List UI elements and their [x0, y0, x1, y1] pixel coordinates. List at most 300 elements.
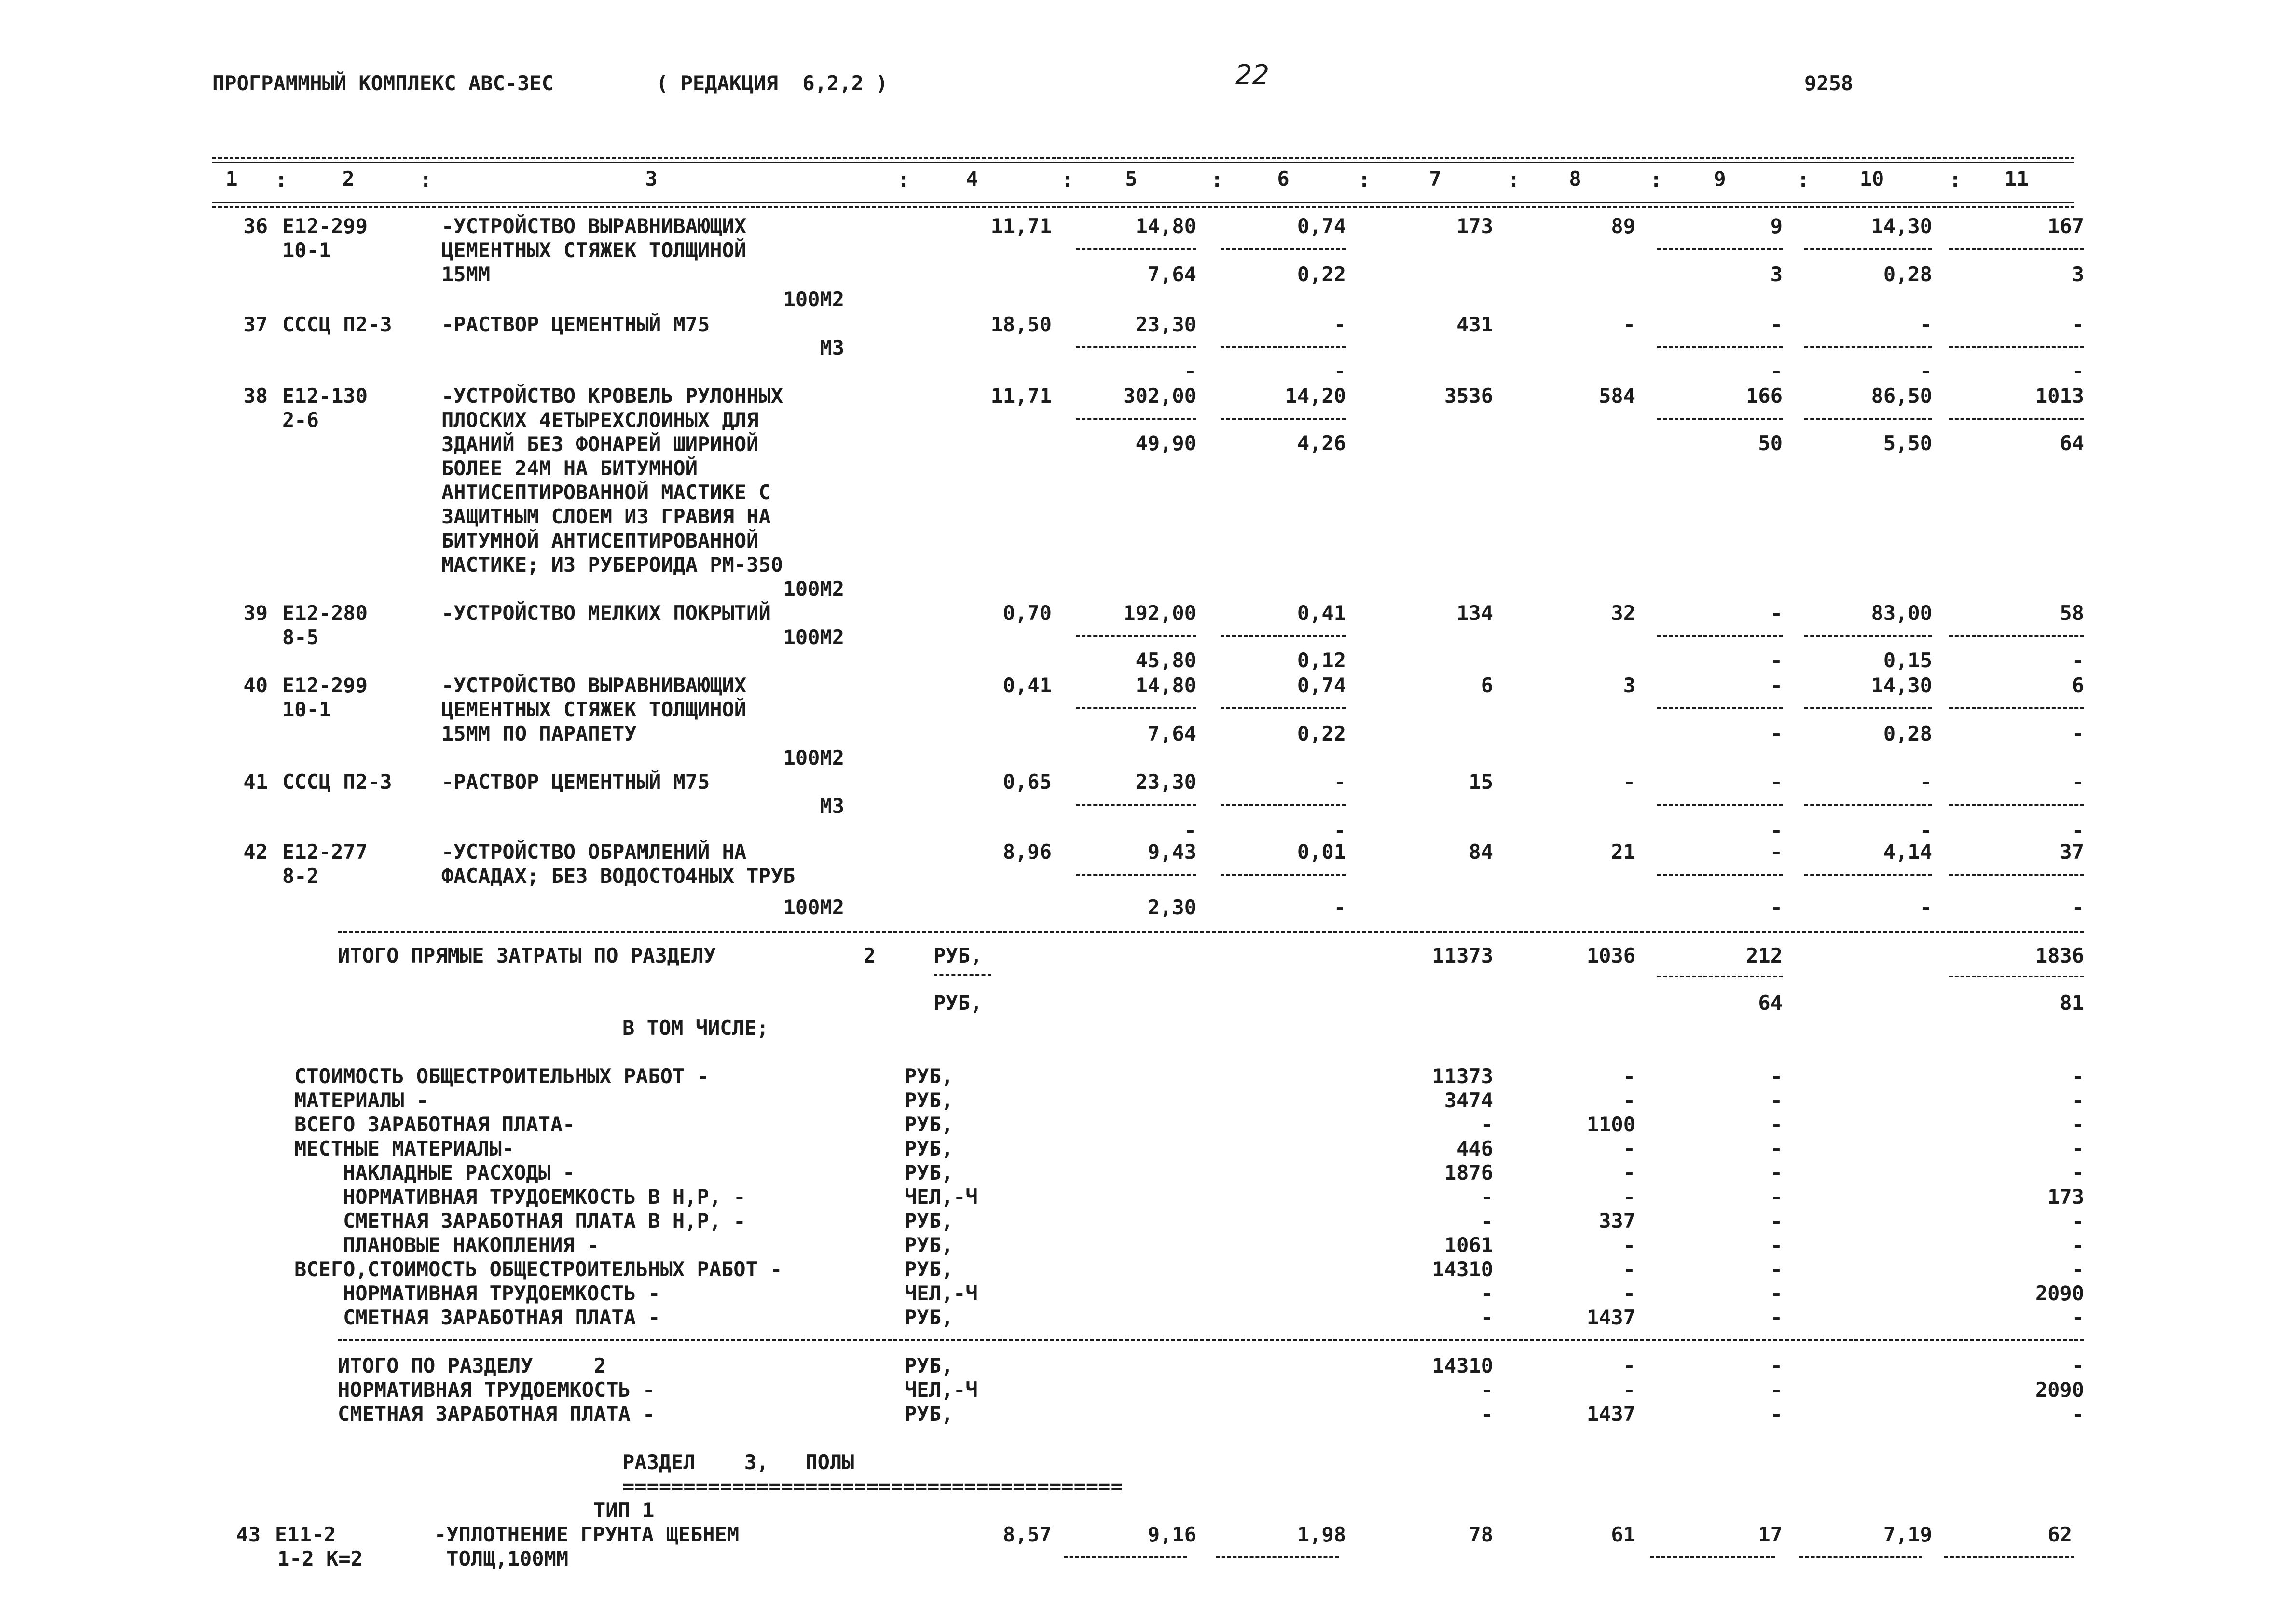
- value-col4: 0,70: [1002, 601, 1052, 625]
- row-code: СССЦ П2-3: [282, 770, 392, 794]
- section-total-unit: РУБ,: [905, 1402, 954, 1426]
- value-underline: [1076, 707, 1196, 709]
- value-c11-second: 64: [2059, 431, 2084, 455]
- row-description: -УСТРОЙСТВО МЕЛКИХ ПОКРЫТИЙ: [441, 601, 771, 625]
- row-description: -РАСТВОР ЦЕМЕНТНЫЙ М75: [441, 770, 710, 794]
- value-underline: [1657, 248, 1783, 250]
- breakdown-label: СМЕТНАЯ ЗАРАБОТНАЯ ПЛАТА В Н,Р, -: [294, 1209, 746, 1233]
- value-c9: -: [1770, 674, 1783, 697]
- row-code: Е12-299: [282, 214, 368, 238]
- breakdown-col7: -: [1481, 1209, 1493, 1233]
- value-c10-second: -: [1920, 818, 1932, 842]
- value-c8: 89: [1611, 214, 1635, 238]
- value-c9: -: [1770, 313, 1783, 336]
- breakdown-unit: РУБ,: [905, 1257, 954, 1281]
- row-code: Е12-130: [282, 384, 368, 408]
- value-c10-second: 0,28: [1883, 262, 1932, 286]
- row-number: 40: [243, 674, 268, 697]
- value-c10-second: -: [1920, 895, 1932, 919]
- breakdown-col11: -: [2072, 1209, 2084, 1233]
- totals-section: 2: [863, 944, 876, 967]
- breakdown-col7: 446: [1456, 1137, 1493, 1160]
- row-code: 10-1: [282, 238, 331, 262]
- section-total-unit: РУБ,: [905, 1354, 954, 1377]
- breakdown-col8: -: [1623, 1064, 1635, 1088]
- breakdown-col11: -: [2072, 1088, 2084, 1112]
- section-title: РАЗДЕЛ 3, ПОЛЫ: [622, 1450, 854, 1474]
- column-separator: :: [420, 168, 432, 192]
- value-col4: 0,41: [1002, 674, 1052, 697]
- breakdown-col9: -: [1770, 1233, 1783, 1257]
- column-header-7: 7: [1429, 167, 1442, 191]
- unit-underline: [934, 974, 991, 976]
- value-c8: 21: [1611, 840, 1635, 864]
- value-underline: [1804, 346, 1932, 348]
- row-code: 1-2 К=2: [277, 1547, 363, 1570]
- value-underline: [1804, 804, 1932, 806]
- value-c6: -: [1333, 770, 1346, 794]
- breakdown-col7: 3474: [1444, 1088, 1493, 1112]
- row-description: -УСТРОЙСТВО ОБРАМЛЕНИЙ НА: [441, 840, 747, 864]
- value-c6: 0,01: [1297, 840, 1346, 864]
- breakdown-unit: РУБ,: [905, 1137, 954, 1160]
- value-underline: [1076, 418, 1196, 420]
- breakdown-unit: РУБ,: [905, 1209, 954, 1233]
- header-bottom-rule: [212, 202, 2074, 203]
- value-c8: -: [1623, 313, 1635, 336]
- value-c10: 83,00: [1871, 601, 1932, 625]
- row-unit: М3: [820, 794, 844, 818]
- row-description: ПЛОСКИХ 4ЕТЫРЕХСЛОИНЫХ ДЛЯ: [441, 408, 759, 432]
- breakdown-label: ПЛАНОВЫЕ НАКОПЛЕНИЯ -: [294, 1233, 600, 1257]
- breakdown-col9: -: [1770, 1306, 1783, 1329]
- value-underline: [1076, 346, 1196, 348]
- column-header-10: 10: [1859, 167, 1884, 191]
- value-c10-second: 0,28: [1883, 722, 1932, 745]
- row-unit: 100М2: [783, 288, 844, 311]
- value-c11: 6: [2072, 674, 2084, 697]
- value-underline: [1949, 874, 2084, 876]
- section-total-col11: 2090: [2035, 1378, 2084, 1402]
- column-separator: :: [275, 168, 288, 192]
- row-number: 39: [243, 601, 268, 625]
- value-c7: 78: [1469, 1523, 1493, 1546]
- value-c9-second: -: [1770, 359, 1783, 383]
- value-col4: 8,96: [1002, 840, 1052, 864]
- value-underline: [1799, 1556, 1922, 1558]
- value-c8: 32: [1611, 601, 1635, 625]
- value-underline: [1949, 248, 2084, 250]
- breakdown-unit: РУБ,: [905, 1306, 954, 1329]
- value-c9-second: 50: [1758, 431, 1783, 455]
- value-c7: 15: [1469, 770, 1493, 794]
- value-underline: [1221, 635, 1346, 637]
- value-underline: [1650, 1556, 1775, 1558]
- value-underline: [1657, 804, 1783, 806]
- totals-top-rule: [338, 931, 2084, 933]
- breakdown-col11: -: [2072, 1137, 2084, 1160]
- value-c11: 1013: [2035, 384, 2084, 408]
- row-unit: 100М2: [783, 625, 844, 649]
- row-description: МАСТИКЕ; ИЗ РУБЕРОИДА РМ-350: [441, 553, 783, 577]
- column-header-1: 1: [225, 167, 238, 191]
- totals-label: ИТОГО ПРЯМЫЕ ЗАТРАТЫ ПО РАЗДЕЛУ: [338, 944, 716, 967]
- totals-underline: [1949, 976, 2084, 977]
- section-total-label: НОРМАТИВНАЯ ТРУДОЕМКОСТЬ -: [338, 1378, 655, 1402]
- breakdown-label: МЕСТНЫЕ МАТЕРИАЛЫ-: [294, 1137, 514, 1160]
- value-c11: -: [2072, 770, 2084, 794]
- breakdown-label: МАТЕРИАЛЫ -: [294, 1088, 429, 1112]
- row-description: -УСТРОЙСТВО КРОВЕЛЬ РУЛОННЫХ: [441, 384, 783, 408]
- breakdown-col9: -: [1770, 1113, 1783, 1136]
- row-unit: 100М2: [783, 895, 844, 919]
- value-c5: 9,16: [1147, 1523, 1196, 1546]
- row-description: ЦЕМЕНТНЫХ СТЯЖЕК ТОЛЩИНОЙ: [441, 698, 747, 721]
- section-total-col7: -: [1481, 1402, 1493, 1426]
- row-description: ЗДАНИЙ БЕЗ ФОНАРЕЙ ШИРИНОЙ: [441, 432, 759, 456]
- value-underline: [1657, 418, 1783, 420]
- value-c9: 17: [1758, 1523, 1783, 1546]
- breakdown-unit: ЧЕЛ,-Ч: [905, 1281, 978, 1305]
- value-c6: 14,20: [1285, 384, 1346, 408]
- value-c11-second: -: [2072, 722, 2084, 745]
- value-c11-second: 3: [2072, 262, 2084, 286]
- section-total-col11: -: [2072, 1402, 2084, 1426]
- value-c4: 8,57: [1002, 1523, 1052, 1546]
- row-description: -УПЛОТНЕНИЕ ГРУНТА ЩЕБНЕМ: [434, 1523, 740, 1546]
- value-c6-second: 4,26: [1297, 431, 1346, 455]
- row-code: 8-5: [282, 625, 319, 649]
- value-c9-second: -: [1770, 722, 1783, 745]
- breakdown-col7: 14310: [1432, 1257, 1493, 1281]
- section-total-col7: 14310: [1432, 1354, 1493, 1377]
- value-underline: [1657, 874, 1783, 876]
- breakdown-col7: -: [1481, 1306, 1493, 1329]
- breakdown-unit: РУБ,: [905, 1088, 954, 1112]
- value-underline: [1076, 635, 1196, 637]
- value-col4: 0,65: [1002, 770, 1052, 794]
- section-total-rule: [338, 1339, 2084, 1341]
- value-col4: 11,71: [990, 214, 1052, 238]
- breakdown-col7: 1876: [1444, 1161, 1493, 1184]
- breakdown-col9: -: [1770, 1088, 1783, 1112]
- breakdown-col11: -: [2072, 1257, 2084, 1281]
- value-underline: [1657, 707, 1783, 709]
- value-col4: 18,50: [990, 313, 1052, 336]
- row-code: СССЦ П2-3: [282, 313, 392, 336]
- totals-underline: [1657, 976, 1783, 977]
- program-title: ПРОГРАММНЫЙ КОМПЛЕКС АВС-3ЕС: [212, 71, 554, 95]
- value-c6-second: 0,22: [1297, 722, 1346, 745]
- value-c10-second: 0,15: [1883, 648, 1932, 672]
- value-underline: [1221, 346, 1346, 348]
- row-number: 42: [243, 840, 268, 864]
- section-type: ТИП 1: [593, 1499, 655, 1522]
- column-separator: :: [1650, 168, 1662, 192]
- column-header-5: 5: [1125, 167, 1138, 191]
- value-c6-second: 0,22: [1297, 262, 1346, 286]
- breakdown-col11: -: [2072, 1161, 2084, 1184]
- row-code: 2-6: [282, 408, 319, 432]
- value-underline: [1216, 1556, 1339, 1558]
- column-header-11: 11: [2004, 167, 2029, 191]
- value-c10: -: [1920, 313, 1932, 336]
- value-c10: 86,50: [1871, 384, 1932, 408]
- value-c10: 14,30: [1871, 674, 1932, 697]
- breakdown-col8: 1437: [1586, 1306, 1635, 1329]
- breakdown-label: СТОИМОСТЬ ОБЩЕСТРОИТЕЛЬНЫХ РАБОТ -: [294, 1064, 709, 1088]
- value-c6: 0,74: [1297, 674, 1346, 697]
- value-c8: 3: [1623, 674, 1635, 697]
- breakdown-col8: -: [1623, 1257, 1635, 1281]
- value-c10: -: [1920, 770, 1932, 794]
- value-underline: [1221, 874, 1346, 876]
- row-unit: 100М2: [783, 746, 844, 770]
- column-header-3: 3: [645, 167, 658, 191]
- row-description: ТОЛЩ,100ММ: [434, 1547, 569, 1570]
- value-c6-second: -: [1333, 818, 1346, 842]
- breakdown-unit: РУБ,: [905, 1113, 954, 1136]
- header-bottom-rule-dashed: [212, 206, 2074, 208]
- value-c9: 9: [1770, 214, 1783, 238]
- breakdown-unit: РУБ,: [905, 1064, 954, 1088]
- totals-col11-second: 81: [2059, 991, 2084, 1015]
- row-code: Е12-299: [282, 674, 368, 697]
- section-total-col8: 1437: [1586, 1402, 1635, 1426]
- value-underline: [1949, 804, 2084, 806]
- breakdown-unit: ЧЕЛ,-Ч: [905, 1185, 978, 1209]
- document-number: 9258: [1804, 71, 1853, 95]
- value-c9: -: [1770, 770, 1783, 794]
- value-c9-second: -: [1770, 818, 1783, 842]
- breakdown-col11: -: [2072, 1064, 2084, 1088]
- section-total-col9: -: [1770, 1354, 1783, 1377]
- including-label: В ТОМ ЧИСЛЕ;: [622, 1016, 769, 1040]
- value-c8: 584: [1599, 384, 1635, 408]
- value-c10-second: -: [1920, 359, 1932, 383]
- breakdown-col7: -: [1481, 1281, 1493, 1305]
- row-number: 37: [243, 313, 268, 336]
- value-underline: [1076, 804, 1196, 806]
- column-separator: :: [1061, 168, 1074, 192]
- value-c8: -: [1623, 770, 1635, 794]
- value-col4: 11,71: [990, 384, 1052, 408]
- value-underline: [1804, 707, 1932, 709]
- section-total-label: ИТОГО ПО РАЗДЕЛУ 2: [338, 1354, 606, 1377]
- page-number: 22: [1235, 59, 1270, 91]
- value-c5: 9,43: [1147, 840, 1196, 864]
- breakdown-label: НОРМАТИВНАЯ ТРУДОЕМКОСТЬ В Н,Р, -: [294, 1185, 746, 1209]
- section-total-col11: -: [2072, 1354, 2084, 1377]
- row-code: Е12-280: [282, 601, 368, 625]
- breakdown-col11: 173: [2047, 1185, 2084, 1209]
- row-unit: М3: [820, 336, 844, 359]
- value-c10: 4,14: [1883, 840, 1932, 864]
- breakdown-col8: -: [1623, 1233, 1635, 1257]
- breakdown-col8: 337: [1599, 1209, 1635, 1233]
- breakdown-col9: -: [1770, 1281, 1783, 1305]
- row-number: 41: [243, 770, 268, 794]
- row-description: ФАСАДАХ; БЕЗ ВОДОСТО4НЫХ ТРУБ: [441, 864, 796, 888]
- value-c9-second: -: [1770, 895, 1783, 919]
- column-separator: :: [1949, 168, 1962, 192]
- header-top-rule-solid: [212, 162, 2074, 163]
- breakdown-col9: -: [1770, 1137, 1783, 1160]
- value-underline: [1221, 418, 1346, 420]
- section-total-label: СМЕТНАЯ ЗАРАБОТНАЯ ПЛАТА -: [338, 1402, 655, 1426]
- breakdown-col8: -: [1623, 1185, 1635, 1209]
- value-c9-second: 3: [1770, 262, 1783, 286]
- value-c11: 167: [2047, 214, 2084, 238]
- section-total-unit: ЧЕЛ,-Ч: [905, 1378, 978, 1402]
- row-code: Е11-2: [275, 1523, 336, 1546]
- value-c6: 1,98: [1297, 1523, 1346, 1546]
- value-c5: 23,30: [1135, 770, 1196, 794]
- breakdown-col7: 11373: [1432, 1064, 1493, 1088]
- breakdown-label: НАКЛАДНЫЕ РАСХОДЫ -: [294, 1161, 575, 1184]
- value-c5: 23,30: [1135, 313, 1196, 336]
- column-header-9: 9: [1714, 167, 1726, 191]
- breakdown-col7: 1061: [1444, 1233, 1493, 1257]
- value-c5-second: 7,64: [1147, 722, 1196, 745]
- row-code: 10-1: [282, 698, 331, 721]
- value-c11: -: [2072, 313, 2084, 336]
- value-underline: [1064, 1556, 1187, 1558]
- breakdown-col7: -: [1481, 1113, 1493, 1136]
- breakdown-col9: -: [1770, 1161, 1783, 1184]
- totals-col7: 11373: [1432, 944, 1493, 967]
- value-underline: [1076, 248, 1196, 250]
- breakdown-unit: РУБ,: [905, 1161, 954, 1184]
- breakdown-col9: -: [1770, 1209, 1783, 1233]
- section-total-col8: -: [1623, 1378, 1635, 1402]
- row-description: 15ММ ПО ПАРАПЕТУ: [441, 722, 637, 745]
- value-c6-second: -: [1333, 895, 1346, 919]
- breakdown-col11: -: [2072, 1233, 2084, 1257]
- value-c10: 14,30: [1871, 214, 1932, 238]
- value-c5: 14,80: [1135, 214, 1196, 238]
- breakdown-col11: -: [2072, 1113, 2084, 1136]
- row-number: 43: [236, 1523, 261, 1546]
- breakdown-label: ВСЕГО ЗАРАБОТНАЯ ПЛАТА-: [294, 1113, 575, 1136]
- value-c5-second: -: [1184, 818, 1196, 842]
- value-c5-second: 45,80: [1135, 648, 1196, 672]
- value-c9: 166: [1746, 384, 1783, 408]
- value-c11: 37: [2059, 840, 2084, 864]
- value-underline: [1949, 418, 2084, 420]
- totals-col11: 1836: [2035, 944, 2084, 967]
- value-c5: 14,80: [1135, 674, 1196, 697]
- value-underline: [1804, 248, 1932, 250]
- section-total-col7: -: [1481, 1378, 1493, 1402]
- breakdown-col9: -: [1770, 1257, 1783, 1281]
- breakdown-label: НОРМАТИВНАЯ ТРУДОЕМКОСТЬ -: [294, 1281, 660, 1305]
- value-c5: 302,00: [1123, 384, 1196, 408]
- column-separator: :: [1358, 168, 1371, 192]
- value-c10-second: 5,50: [1883, 431, 1932, 455]
- value-underline: [1804, 635, 1932, 637]
- breakdown-col8: -: [1623, 1088, 1635, 1112]
- value-underline: [1804, 418, 1932, 420]
- row-code: 8-2: [282, 864, 319, 888]
- value-underline: [1221, 248, 1346, 250]
- breakdown-col8: -: [1623, 1161, 1635, 1184]
- value-underline: [1804, 874, 1932, 876]
- row-code: Е12-277: [282, 840, 368, 864]
- section-total-col9: -: [1770, 1378, 1783, 1402]
- column-separator: :: [1508, 168, 1520, 192]
- value-underline: [1221, 707, 1346, 709]
- value-c8: 61: [1611, 1523, 1635, 1546]
- value-c6-second: -: [1333, 359, 1346, 383]
- row-description: 15ММ: [441, 262, 491, 286]
- breakdown-col7: -: [1481, 1185, 1493, 1209]
- breakdown-label: ВСЕГО,СТОИМОСТЬ ОБЩЕСТРОИТЕЛЬНЫХ РАБОТ -: [294, 1257, 783, 1281]
- value-c6: 0,41: [1297, 601, 1346, 625]
- totals-col9: 212: [1746, 944, 1783, 967]
- column-header-6: 6: [1277, 167, 1290, 191]
- value-underline: [1949, 707, 2084, 709]
- value-c5: 192,00: [1123, 601, 1196, 625]
- breakdown-col8: -: [1623, 1281, 1635, 1305]
- row-number: 38: [243, 384, 268, 408]
- breakdown-label: СМЕТНАЯ ЗАРАБОТНАЯ ПЛАТА -: [294, 1306, 660, 1329]
- header-top-rule: [212, 157, 2074, 159]
- value-underline: [1657, 635, 1783, 637]
- value-c5-second: 7,64: [1147, 262, 1196, 286]
- section-total-col8: -: [1623, 1354, 1635, 1377]
- value-underline: [1944, 1556, 2074, 1558]
- section-total-col9: -: [1770, 1402, 1783, 1426]
- value-c7: 134: [1456, 601, 1493, 625]
- column-separator: :: [897, 168, 910, 192]
- breakdown-col8: -: [1623, 1137, 1635, 1160]
- totals-unit-second: РУБ,: [934, 991, 983, 1015]
- breakdown-col9: -: [1770, 1185, 1783, 1209]
- value-c7: 84: [1469, 840, 1493, 864]
- value-c9-second: -: [1770, 648, 1783, 672]
- value-c11-second: -: [2072, 895, 2084, 919]
- value-underline: [1949, 635, 2084, 637]
- value-c9: -: [1770, 840, 1783, 864]
- value-c7: 173: [1456, 214, 1493, 238]
- value-c11-second: -: [2072, 359, 2084, 383]
- totals-col9-second: 64: [1758, 991, 1783, 1015]
- row-unit: 100М2: [783, 577, 844, 601]
- value-c11: 62: [2047, 1523, 2072, 1546]
- breakdown-col9: -: [1770, 1064, 1783, 1088]
- column-header-4: 4: [966, 167, 978, 191]
- value-c11: 58: [2059, 601, 2084, 625]
- value-c10: 7,19: [1883, 1523, 1932, 1546]
- row-description: АНТИСЕПТИРОВАННОЙ МАСТИКЕ С: [441, 481, 771, 504]
- row-description: БОЛЕЕ 24М НА БИТУМНОЙ: [441, 456, 698, 480]
- value-c7: 6: [1481, 674, 1493, 697]
- value-c11-second: -: [2072, 818, 2084, 842]
- column-header-8: 8: [1569, 167, 1581, 191]
- value-c6: -: [1333, 313, 1346, 336]
- value-c7: 431: [1456, 313, 1493, 336]
- value-underline: [1221, 804, 1346, 806]
- value-c11-second: -: [2072, 648, 2084, 672]
- row-description: -УСТРОЙСТВО ВЫРАВНИВАЮЩИХ: [441, 674, 747, 697]
- value-underline: [1657, 346, 1783, 348]
- totals-unit: РУБ,: [934, 944, 983, 967]
- row-description: -УСТРОЙСТВО ВЫРАВНИВАЮЩИХ: [441, 214, 747, 238]
- column-separator: :: [1211, 168, 1223, 192]
- breakdown-unit: РУБ,: [905, 1233, 954, 1257]
- breakdown-col11: 2090: [2035, 1281, 2084, 1305]
